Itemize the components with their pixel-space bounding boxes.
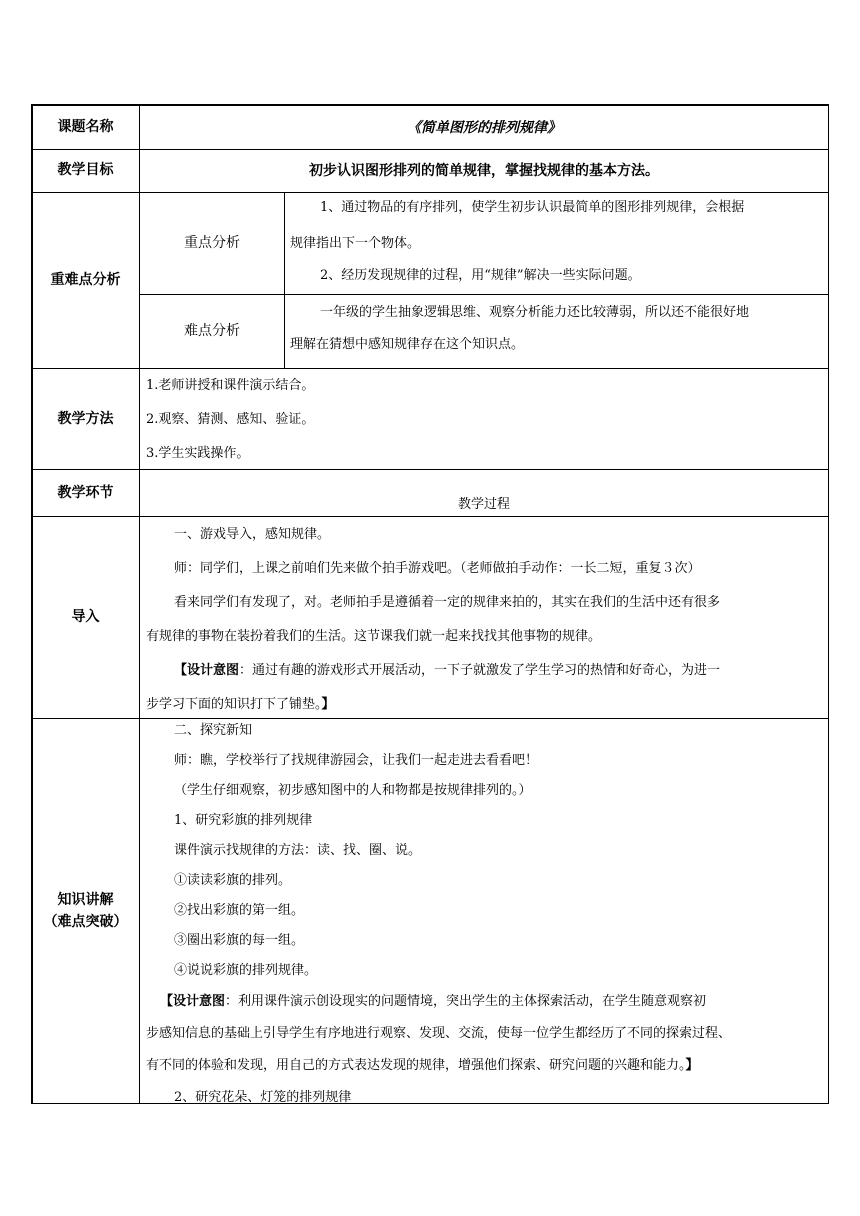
knowledge-design-intent xyxy=(146,1050,826,1082)
process-header: 教学过程 xyxy=(457,497,510,512)
design-intent-close: 】 xyxy=(321,697,335,712)
intro-label: 导入 xyxy=(71,609,100,625)
difficult-point-text xyxy=(290,297,824,361)
course-name-label: 课题名称 xyxy=(57,119,114,135)
stage-label: 教学环节 xyxy=(57,485,114,501)
knowledge-label-line: 知识讲解 xyxy=(57,892,114,908)
knowledge-line: ②找出彩旗的第一组。 xyxy=(174,903,305,918)
knowledge-line: （学生仔细观察，初步感知图中的人和物都是按规律排列的。） xyxy=(174,783,532,798)
key-point-line: 规律指出下一个物体。 xyxy=(290,236,421,251)
intro-content xyxy=(146,518,826,722)
table-border-left xyxy=(31,104,33,1104)
method-item: 1.老师讲授和课件演示结合。 xyxy=(146,378,315,393)
intro-design-intent xyxy=(146,654,826,688)
knowledge-line: 2、研究花朵、灯笼的排列规律 xyxy=(174,1090,352,1105)
difficult-point-label: 难点分析 xyxy=(184,323,240,339)
design-intent-text: ：利用课件演示创设现实的问题情境，突出学生的主体探索活动，在学生随意观察初 xyxy=(225,994,707,1009)
knowledge-design-intent xyxy=(146,986,826,1018)
knowledge-line: 师：瞧，学校举行了找规律游园会，让我们一起走进去看看吧！ xyxy=(174,753,539,768)
knowledge-line: ③圈出彩旗的每一组。 xyxy=(174,933,305,948)
knowledge-line: 二、探究新知 xyxy=(174,723,253,738)
key-point-text xyxy=(290,192,824,292)
intro-line: 一、游戏导入，感知规律。 xyxy=(174,527,331,542)
knowledge-content xyxy=(146,716,826,1114)
column-divider xyxy=(284,192,285,368)
design-intent-text: 步学习下面的知识打下了铺垫。 xyxy=(146,697,322,712)
design-intent-heading: 【设计意图 xyxy=(174,663,240,678)
row-divider xyxy=(31,149,829,150)
knowledge-design-intent: 步感知信息的基础上引导学生有序地进行观察、发现、交流，使每一位学生都经历了不同的探索过程、 xyxy=(146,1026,732,1041)
design-intent-heading: 【设计意图 xyxy=(160,994,226,1009)
knowledge-line: ①读读彩旗的排列。 xyxy=(174,873,292,888)
intro-line: 看来同学们有发现了，对。老师拍手是遵循着一定的规律来拍的，其实在我们的生活中还有很多 xyxy=(174,595,721,610)
key-point-label: 重点分析 xyxy=(184,235,240,251)
row-divider xyxy=(31,516,829,517)
key-point-line: 1、通过物品的有序排列，使学生初步认识最简单的图形排列规律，会根据 xyxy=(320,200,745,215)
design-intent-text: 有不同的体验和发现，用自己的方式表达发现的规律，增强他们探索、研究问题的兴趣和能力。 xyxy=(146,1058,686,1073)
design-intent-text: ：通过有趣的游戏形式开展活动，一下子就激发了学生学习的热情和好奇心，为进一 xyxy=(239,663,721,678)
difficult-point-line: 理解在猜想中感知规律存在这个知识点。 xyxy=(290,337,525,352)
method-label: 教学方法 xyxy=(57,411,114,427)
intro-line: 有规律的事物在装扮着我们的生活。这节课我们就一起来找找其他事物的规律。 xyxy=(146,629,602,644)
knowledge-label xyxy=(32,889,139,933)
method-list xyxy=(146,369,826,471)
table-border-right xyxy=(828,104,829,1104)
table-border-top xyxy=(31,104,829,106)
row-divider xyxy=(139,294,829,295)
key-difficult-label: 重难点分析 xyxy=(50,272,121,288)
design-intent-close: 】 xyxy=(685,1058,699,1073)
objective-label: 教学目标 xyxy=(57,162,114,178)
method-item: 2.观察、猜测、感知、验证。 xyxy=(146,412,315,427)
difficult-point-line: 一年级的学生抽象逻辑思维、观察分析能力还比较薄弱，所以还不能很好地 xyxy=(320,305,750,320)
key-point-line: 2、经历发现规律的过程，用“规律”解决一些实际问题。 xyxy=(320,268,641,283)
course-title: 《简单图形的排列规律》 xyxy=(407,120,561,136)
method-item: 3.学生实践操作。 xyxy=(146,446,250,461)
knowledge-line: ④说说彩旗的排列规律。 xyxy=(174,963,318,978)
knowledge-label-line: （难点突破） xyxy=(43,914,128,930)
objective-text: 初步认识图形排列的简单规律，掌握找规律的基本方法。 xyxy=(309,163,659,179)
knowledge-line: 课件演示找规律的方法：读、找、圈、说。 xyxy=(174,843,422,858)
intro-line: 师：同学们，上课之前咱们先来做个拍手游戏吧。（老师做拍手动作：一长二短，重复３次） xyxy=(174,561,701,576)
column-divider xyxy=(139,104,140,1104)
knowledge-line: 1、研究彩旗的排列规律 xyxy=(174,813,313,828)
